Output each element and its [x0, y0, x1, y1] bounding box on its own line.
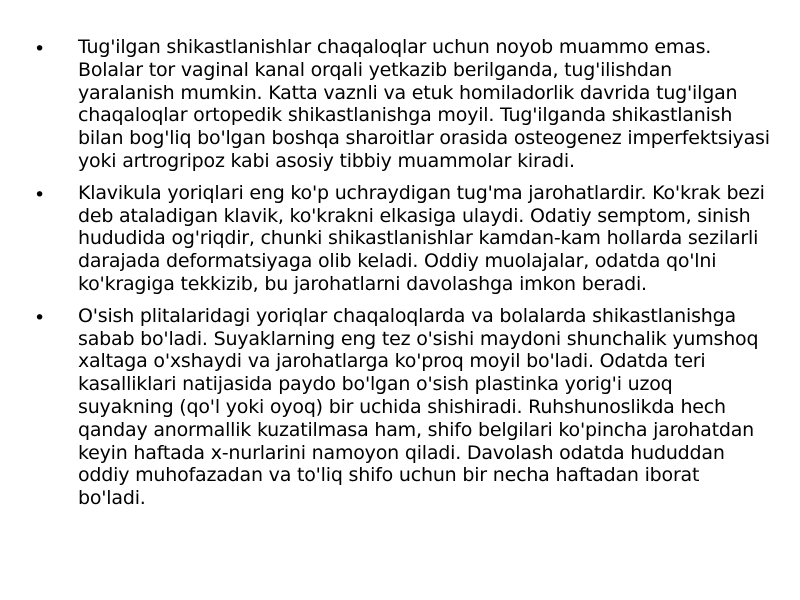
bullet-text: O'sish plitalaridagi yoriqlar chaqaloqlarda va bolalarda shikastlanishga sabab bo'ladi. Suyaklarning eng tez o'sishi maydoni shunchalik yumshoq xaltaga o'xshaydi va jarohatlarga ko'proq moyil bo'ladi. Odatda teri kasalliklari natijasida paydo bo'lgan o'sish plastinka yorig'i uzoq suyakning (qo'l yoki oyoq) bir uchida shishiradi. Ruhshunoslikda hech qanday anormallik kuzatilmasa ham, shifo belgilari ko'pincha jarohatdan keyin haftada x-nurlarini namoyon qiladi. Davolash odatda hududdan oddiy muhofazadan va to'liq shifo uchun bir necha haftadan iborat bo'ladi.	[78, 304, 759, 510]
bullet-item-1	[34, 36, 770, 173]
bullet-item-2	[34, 182, 770, 296]
bullet-icon: •	[34, 183, 46, 206]
bullet-list	[34, 36, 770, 519]
bullet-text: Klavikula yoriqlari eng ko'p uchraydigan tug'ma jarohatlardir. Ko'krak bezi deb ataladigan klavik, ko'krakni elkasiga ulaydi. Odatiy semptom, sinish hududida og'riqdir, chunki shikastlanishlar kamdan-kam hollarda sezilarli darajada deformatsiyaga olib keladi. Oddiy muolajalar, odatda qo'lni ko'kragiga tekkizib, bu jarohatlarni davolashga imkon beradi.	[78, 181, 765, 295]
bullet-icon: •	[34, 38, 46, 60]
bullet-icon: •	[34, 306, 46, 329]
bullet-item-3	[34, 305, 770, 510]
bullet-text: Tug'ilgan shikastlanishlar chaqaloqlar uchun noyob muammo emas. Bolalar tor vaginal kanal orqali yetkazib berilganda, tug'ilishdan yaralanish mumkin. Katta vaznli va etuk homiladorlik davrida tug'ilgan chaqaloqlar ortopedik shikastlanishga moyil. Tug'ilganda shikastlanish bilan bog'liq bo'lgan boshqa sharoitlar orasida osteogenez imperfektsiyasi yoki artrogripoz kabi asosiy tibbiy muammolar kiradi.	[78, 36, 770, 172]
